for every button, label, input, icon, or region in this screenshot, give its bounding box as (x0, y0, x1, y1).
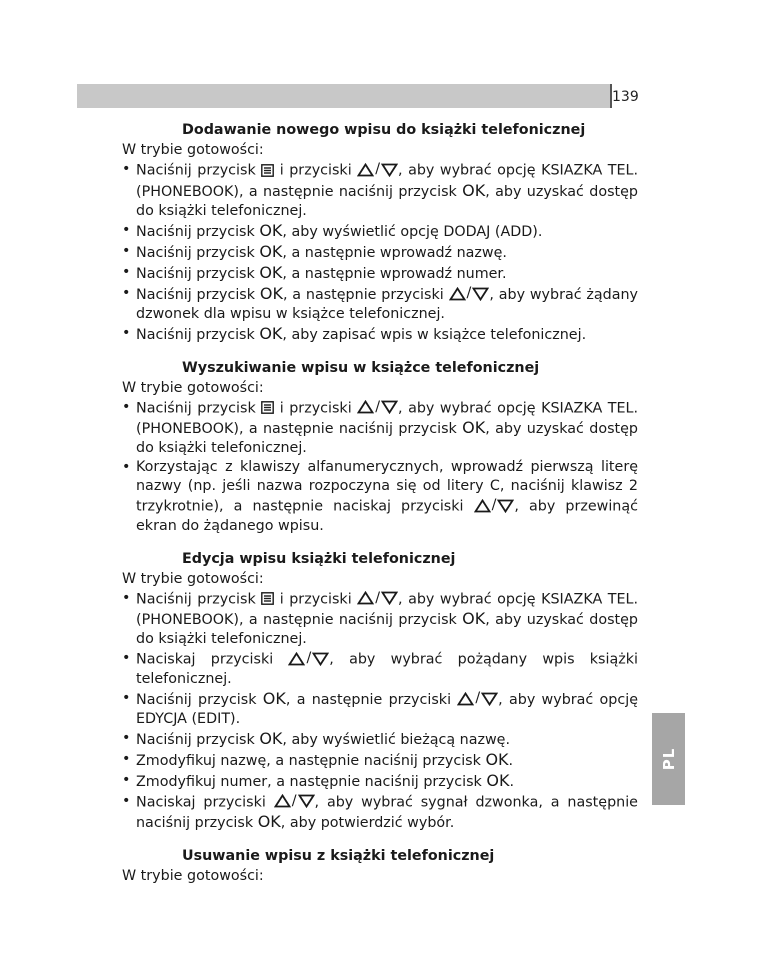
up-down-keys-icon (274, 792, 315, 811)
up-arrow-icon (357, 591, 374, 605)
section-heading: Edycja wpisu książki telefonicznej (182, 550, 456, 567)
ok-key-label: OK (259, 220, 283, 240)
section-intro: W trybie gotowości: (122, 570, 264, 587)
ok-key-label: OK (462, 418, 486, 437)
instruction-list (122, 160, 638, 345)
section-heading: Wyszukiwanie wpisu w książce telefonicznej (182, 359, 540, 376)
down-arrow-icon (312, 652, 329, 666)
ok-key-label: OK (259, 241, 283, 261)
instruction-item: • Naciśnij przycisk OK, a następnie przyciski / , aby wybrać opcję EDYCJA (EDIT). (122, 689, 638, 729)
up-down-keys-icon (357, 398, 398, 417)
manual-content (122, 120, 638, 886)
up-arrow-icon (449, 287, 466, 301)
menu-key-icon (261, 164, 274, 177)
down-arrow-icon (381, 591, 398, 605)
ok-key-label: OK (259, 323, 283, 343)
slash-separator: / (306, 650, 312, 666)
instruction-item: • Naciśnij przycisk i przyciski / , aby wybrać opcję KSIAZKA TEL. (PHONEBOOK), a następnie naciśnij przycisk OK, aby uzyskać dostęp do książki telefonicznej. (122, 160, 638, 221)
ok-key-label: OK (262, 688, 286, 708)
up-arrow-icon (288, 652, 305, 666)
section-gap (122, 833, 638, 846)
down-arrow-icon (381, 400, 398, 414)
instruction-item: • Naciskaj przyciski / , aby wybrać pożądany wpis książki telefonicznej. (122, 649, 638, 689)
section-intro: W trybie gotowości: (122, 868, 264, 884)
instruction-item: • Zmodyfikuj nazwę, a następnie naciśnij przycisk OK. (122, 750, 638, 771)
instruction-item: • Naciśnij przycisk i przyciski / , aby wybrać opcję KSIAZKA TEL. (PHONEBOOK), a następnie naciśnij przycisk OK, aby uzyskać dostęp do książki telefonicznej. (122, 589, 638, 650)
menu-key-icon (261, 401, 274, 414)
down-arrow-icon (497, 499, 514, 513)
up-arrow-icon (274, 794, 291, 808)
up-down-keys-icon (357, 589, 398, 608)
instruction-item: • Naciśnij przycisk OK, a następnie przyciski / , aby wybrać żądany dzwonek dla wpisu w książce telefonicznej. (122, 284, 638, 324)
instruction-list (122, 398, 638, 536)
up-arrow-icon (357, 400, 374, 414)
ok-key-label: OK (462, 609, 486, 628)
language-tab-label: PL (659, 747, 678, 771)
menu-key-icon (261, 592, 274, 605)
slash-separator: / (375, 398, 381, 415)
up-arrow-icon (474, 499, 491, 513)
ok-key-label: OK (259, 283, 283, 303)
instruction-item: • Zmodyfikuj numer, a następnie naciśnij przycisk OK. (122, 771, 638, 792)
slash-separator: / (375, 161, 381, 177)
section-heading: Dodawanie nowego wpisu do książki telefonicznej (182, 122, 586, 138)
ok-key-label: OK (485, 749, 509, 769)
slash-separator: / (491, 497, 497, 513)
up-down-keys-icon (357, 160, 398, 179)
down-arrow-icon (481, 692, 498, 706)
section-intro: W trybie gotowości: (122, 379, 264, 396)
header-bar (77, 84, 610, 108)
down-arrow-icon (381, 163, 398, 177)
section-heading: Usuwanie wpisu z książki telefonicznej (182, 848, 495, 864)
ok-key-label: OK (462, 180, 486, 200)
instruction-item: • Naciśnij przycisk i przyciski / , aby wybrać opcję KSIAZKA TEL. (PHONEBOOK), a następnie naciśnij przycisk OK, aby uzyskać dostęp do książki telefonicznej. (122, 398, 638, 459)
ok-key-label: OK (257, 812, 281, 831)
ok-key-label: OK (259, 262, 283, 282)
instruction-item: • Naciskaj przyciski / , aby wybrać sygnał dzwonka, a następnie naciśnij przycisk OK, aby potwierdzić wybór. (122, 792, 638, 834)
ok-key-label: OK (486, 770, 510, 790)
up-down-keys-icon (449, 284, 490, 303)
section-gap (122, 345, 638, 358)
slash-separator: / (466, 285, 472, 301)
down-arrow-icon (472, 287, 489, 301)
instruction-list (122, 589, 638, 834)
instruction-item: • Naciśnij przycisk OK, aby wyświetlić bieżącą nazwę. (122, 729, 638, 750)
instruction-item: • Naciśnij przycisk OK, a następnie wprowadź nazwę. (122, 242, 638, 263)
slash-separator: / (291, 792, 297, 809)
language-tab (652, 713, 685, 805)
instruction-item: • Korzystając z klawiszy alfanumerycznych, wprowadź pierwszą literę nazwy (np. jeśli nazwa rozpoczyna się od litery C, naciśnij klawisz 2 trzykrotnie), a następnie naciskaj przyciski / , aby przewinąć ekran do żądanego wpisu. (122, 458, 638, 536)
up-arrow-icon (357, 163, 374, 177)
up-down-keys-icon (457, 689, 498, 708)
instruction-item: • Naciśnij przycisk OK, aby zapisać wpis w książce telefonicznej. (122, 324, 638, 345)
slash-separator: / (375, 589, 381, 606)
up-down-keys-icon (474, 496, 515, 515)
up-arrow-icon (457, 692, 474, 706)
slash-separator: / (475, 690, 481, 706)
instruction-item: • Naciśnij przycisk OK, a następnie wprowadź numer. (122, 263, 638, 284)
up-down-keys-icon (288, 649, 329, 668)
instruction-item: • Naciśnij przycisk OK, aby wyświetlić opcję DODAJ (ADD). (122, 221, 638, 242)
page-number: 139 (612, 89, 639, 105)
section-intro: W trybie gotowości: (122, 142, 264, 158)
section-gap (122, 536, 638, 549)
ok-key-label: OK (259, 728, 283, 748)
down-arrow-icon (298, 794, 315, 808)
